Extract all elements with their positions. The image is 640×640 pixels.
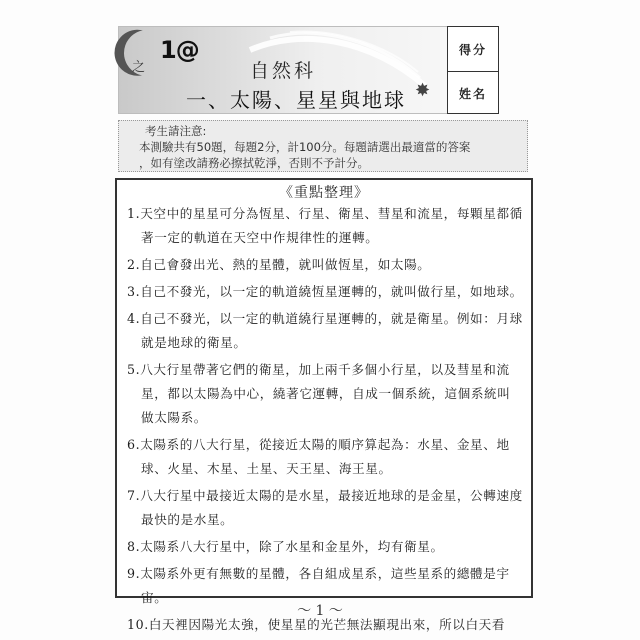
key-point-item: 4.自己不發光，以一定的軌道繞行星運轉的，就是衛星。例如：月球就是地球的衛星。 (127, 311, 523, 350)
subject-title: 自然科 (250, 60, 317, 82)
notice-heading: 考生請注意: (145, 124, 207, 138)
chapter-title: 一、太陽、星星與地球 (186, 88, 406, 112)
key-point-item: 9.太陽系外更有無數的星體，各自組成星系，這些星系的總體是宇宙。 (127, 566, 510, 605)
name-label: 姓名 (448, 71, 498, 115)
unit-number: 1@ (160, 36, 199, 64)
key-point-item: 7.八大行星中最接近太陽的是水星，最接近地球的是金星，公轉速度最快的是水星。 (127, 488, 523, 527)
exam-notice (118, 120, 528, 172)
key-point-item: 5.八大行星帶著它們的衛星，加上兩千多個小行星，以及彗星和流星，都以太陽為中心，繞著它運轉，自成一個系統，這個系統叫做太陽系。 (127, 362, 511, 425)
key-point-item: 2.自己會發出光、熱的星體，就叫做恆星，如太陽。 (127, 257, 431, 272)
moon-decoration: 之 (132, 60, 146, 75)
key-points-list (127, 202, 523, 640)
key-points-box (115, 178, 533, 632)
key-points-title: 《重點整理》 (279, 185, 369, 201)
star-icon: ✸ (415, 80, 431, 101)
key-point-item: 6.太陽系的八大行星，從接近太陽的順序算起為：水星、金星、地球、火星、木星、土星、天王星、海王星。 (127, 437, 510, 476)
key-point-item: 10.白天裡因陽光太強，使星星的光芒無法顯現出來，所以白天看 (127, 617, 506, 632)
score-name-box (447, 26, 499, 114)
notice-line: 本測驗共有50題，每題2分，計100分。每題請選出最適當的答案 (139, 140, 471, 154)
score-label: 得分 (458, 42, 487, 57)
key-point-item: 1.天空中的星星可分為恆星、行星、衛星、彗星和流星，每顆星都循著一定的軌道在天空中作規律性的運轉。 (127, 206, 523, 245)
notice-line: ，如有塗改請務必擦拭乾淨，否則不予計分。 (139, 156, 369, 170)
page-number: ～ 1 ～ (297, 603, 343, 619)
key-point-item: 8.太陽系八大行星中，除了水星和金星外，均有衛星。 (127, 539, 444, 554)
key-point-item: 3.自己不發光，以一定的軌道繞恆星運轉的，就叫做行星，如地球。 (127, 284, 523, 299)
